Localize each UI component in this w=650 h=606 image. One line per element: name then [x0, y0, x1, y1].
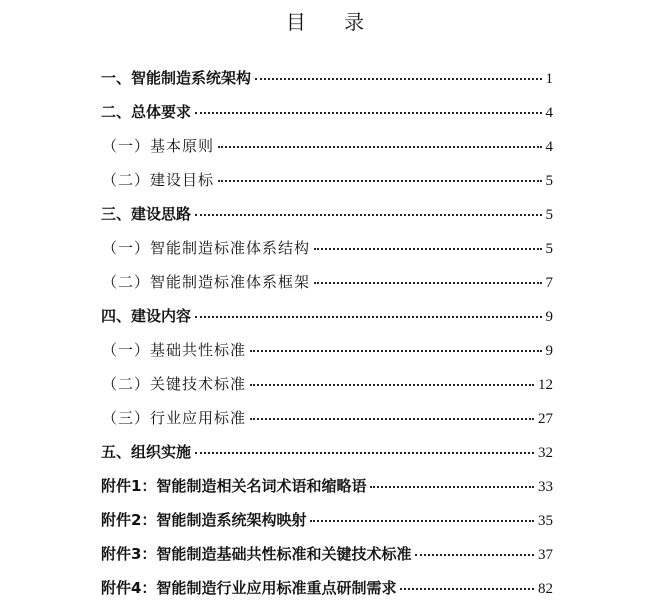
toc-entry-page: 33: [538, 479, 553, 495]
toc-entry-page: 5: [545, 173, 553, 189]
toc-entry-page: 1: [545, 71, 553, 87]
toc-entry-label: 四、建设内容: [101, 307, 192, 325]
toc-entry[interactable]: [102, 168, 553, 192]
toc-entry-label: 五、组织实施: [101, 443, 192, 461]
toc-entry[interactable]: [101, 202, 553, 226]
toc-entry[interactable]: [101, 304, 553, 328]
toc-entry[interactable]: [101, 542, 553, 566]
toc-entry-label: （一）基本原则: [102, 137, 215, 155]
dot-leader: [255, 78, 541, 80]
toc-entry-page: 5: [545, 207, 553, 223]
toc-entry-label: 二、总体要求: [101, 103, 192, 121]
dot-leader: [195, 452, 534, 454]
toc-entry[interactable]: [101, 576, 553, 600]
toc-entry-label: （三）行业应用标准: [102, 409, 247, 427]
toc-entry[interactable]: [102, 372, 553, 396]
dot-leader: [218, 180, 541, 182]
toc-entry[interactable]: [102, 406, 553, 430]
toc-entry-page: 82: [538, 581, 553, 597]
toc-entry-label: 一、智能制造系统架构: [101, 69, 252, 87]
toc-entry[interactable]: [101, 474, 553, 498]
toc-entry-page: 7: [545, 275, 553, 291]
page-title: 目 录: [285, 10, 381, 34]
dot-leader: [250, 418, 534, 420]
dot-leader: [370, 486, 534, 488]
toc-entry-label: 附件4：智能制造行业应用标准重点研制需求: [101, 579, 397, 597]
toc-entry-page: 12: [538, 377, 553, 393]
toc-entry-label: （一）基础共性标准: [102, 341, 247, 359]
toc-entry[interactable]: [101, 508, 553, 532]
dot-leader: [250, 384, 534, 386]
dot-leader: [415, 554, 534, 556]
toc-entry-label: 附件2：智能制造系统架构映射: [101, 511, 307, 529]
toc-entry-page: 32: [538, 445, 553, 461]
dot-leader: [250, 350, 541, 352]
toc-entry-label: 附件3：智能制造基础共性标准和关键技术标准: [101, 545, 412, 563]
toc-entry[interactable]: [102, 270, 553, 294]
toc-entry[interactable]: [101, 66, 553, 90]
toc-entry-label: （二）关键技术标准: [102, 375, 247, 393]
toc-entry-page: 5: [545, 241, 553, 257]
dot-leader: [195, 112, 541, 114]
dot-leader: [218, 146, 541, 148]
dot-leader: [195, 316, 541, 318]
toc-entry-page: 4: [545, 105, 553, 121]
toc-entry[interactable]: [102, 134, 553, 158]
toc-entry[interactable]: [102, 338, 553, 362]
toc-entry-page: 35: [538, 513, 553, 529]
toc-entry-label: （一）智能制造标准体系结构: [102, 239, 311, 257]
toc-entry-page: 9: [545, 309, 553, 325]
toc-entry-page: 37: [538, 547, 553, 563]
toc-entry[interactable]: [101, 440, 553, 464]
toc-entry-label: （二）建设目标: [102, 171, 215, 189]
toc-entry-page: 9: [545, 343, 553, 359]
toc-entry-label: （二）智能制造标准体系框架: [102, 273, 311, 291]
toc-entry-page: 4: [545, 139, 553, 155]
toc-entry-label: 附件1：智能制造相关名词术语和缩略语: [101, 477, 367, 495]
dot-leader: [195, 214, 541, 216]
dot-leader: [310, 520, 534, 522]
toc-entry-page: 27: [538, 411, 553, 427]
dot-leader: [314, 282, 541, 284]
toc-entry[interactable]: [101, 100, 553, 124]
toc-entry[interactable]: [102, 236, 553, 260]
dot-leader: [400, 588, 534, 590]
dot-leader: [314, 248, 541, 250]
toc-entry-label: 三、建设思路: [101, 205, 192, 223]
